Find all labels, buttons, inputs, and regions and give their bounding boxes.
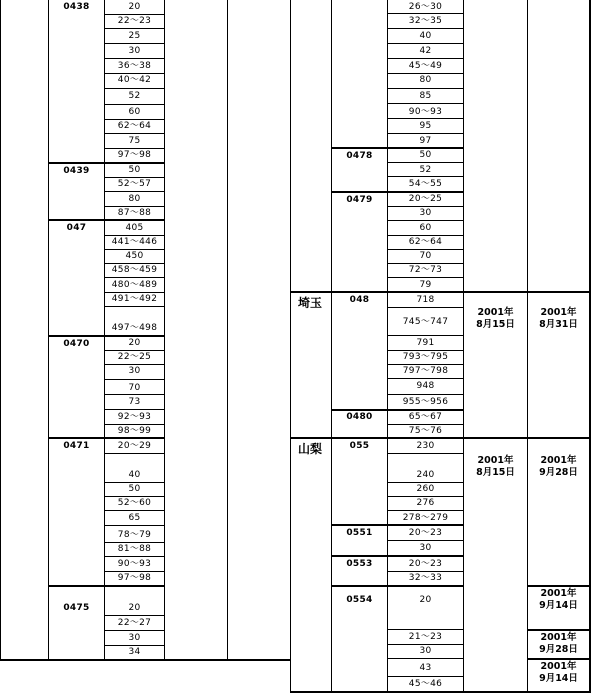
number-range: 62～64 [117, 121, 152, 131]
end-date [528, 661, 589, 685]
area-code: 0471 [63, 441, 90, 451]
date-day: 8月15日 [476, 467, 515, 478]
number-range: 90～93 [408, 107, 443, 117]
number-range: 22～25 [117, 352, 152, 362]
date-day: 9月14日 [539, 600, 578, 611]
number-range: 20～25 [408, 194, 443, 204]
number-range: 62～64 [408, 237, 443, 247]
date-day: 8月15日 [476, 319, 515, 330]
number-range: 45～49 [408, 61, 443, 71]
area-code: 0479 [346, 195, 373, 205]
number-range: 85 [419, 91, 432, 101]
number-range: 948 [416, 381, 435, 391]
date-year: 2001年 [477, 307, 514, 318]
number-range: 36～38 [117, 61, 152, 71]
start-date [464, 307, 527, 331]
number-range: 497～498 [111, 323, 158, 333]
date-year: 2001年 [540, 632, 577, 643]
date-year: 2001年 [477, 455, 514, 466]
number-range: 20 [128, 603, 141, 613]
area-code: 0439 [63, 166, 90, 176]
number-range: 26～30 [408, 2, 443, 12]
number-range: 20～23 [408, 559, 443, 569]
number-range: 22～27 [117, 618, 152, 628]
number-range: 278～279 [402, 513, 449, 523]
number-range: 20 [128, 338, 141, 348]
number-range: 791 [416, 338, 435, 348]
number-range: 22～23 [117, 16, 152, 26]
number-range: 745～747 [402, 317, 449, 327]
end-date [528, 307, 589, 331]
number-range: 52～60 [117, 498, 152, 508]
number-range: 32～35 [408, 16, 443, 26]
area-code: 0475 [63, 603, 90, 613]
number-range: 480～489 [111, 280, 158, 290]
prefecture-name: 山梨 [298, 442, 323, 456]
number-range: 441～446 [111, 237, 158, 247]
number-range: 79 [419, 280, 432, 290]
number-range: 60 [419, 223, 432, 233]
number-range: 75～76 [408, 426, 443, 436]
number-range: 260 [416, 484, 435, 494]
number-range: 43 [419, 663, 432, 673]
date-day: 9月28日 [539, 467, 578, 478]
number-range: 34 [128, 647, 141, 657]
number-range: 30 [419, 543, 432, 553]
number-range: 95 [419, 121, 432, 131]
area-code: 0480 [346, 412, 373, 422]
area-code: 0478 [346, 151, 373, 161]
number-range: 45～46 [408, 679, 443, 689]
end-date [528, 588, 589, 612]
date-year: 2001年 [540, 307, 577, 318]
number-range: 450 [125, 251, 144, 261]
number-range: 52 [128, 91, 141, 101]
number-range: 81～88 [117, 544, 152, 554]
number-range: 30 [128, 633, 141, 643]
area-code: 0470 [63, 339, 90, 349]
number-range: 78～79 [117, 530, 152, 540]
number-range: 230 [416, 441, 435, 451]
number-range: 52 [419, 165, 432, 175]
number-range: 97～98 [117, 150, 152, 160]
number-range: 20～29 [117, 441, 152, 451]
number-range: 50 [419, 150, 432, 160]
number-range: 797～798 [402, 366, 449, 376]
number-range: 25 [128, 31, 141, 41]
number-range: 97～98 [117, 573, 152, 583]
number-range: 60 [128, 107, 141, 117]
number-range: 405 [125, 223, 144, 233]
number-range: 718 [416, 295, 435, 305]
area-code: 0551 [346, 528, 373, 538]
area-code: 047 [66, 223, 87, 233]
number-range: 70 [128, 383, 141, 393]
date-day: 8月31日 [539, 319, 578, 330]
number-range: 491～492 [111, 294, 158, 304]
number-range: 90～93 [117, 559, 152, 569]
area-code: 048 [349, 295, 370, 305]
number-range: 80 [128, 194, 141, 204]
number-range: 54～55 [408, 179, 443, 189]
number-range: 793～795 [402, 352, 449, 362]
number-range: 20～23 [408, 528, 443, 538]
number-range: 92～93 [117, 412, 152, 422]
number-range: 97 [419, 136, 432, 146]
date-day: 9月14日 [539, 673, 578, 684]
number-range: 42 [419, 46, 432, 56]
number-range: 50 [128, 165, 141, 175]
number-range: 75 [128, 136, 141, 146]
date-year: 2001年 [540, 661, 577, 672]
number-range: 276 [416, 498, 435, 508]
number-range: 70 [419, 251, 432, 261]
number-range: 30 [419, 646, 432, 656]
number-range: 40 [128, 470, 141, 480]
number-range: 65 [128, 513, 141, 523]
number-range: 98～99 [117, 426, 152, 436]
date-year: 2001年 [540, 588, 577, 599]
number-range: 20 [128, 2, 141, 12]
prefecture-name: 埼玉 [298, 296, 323, 310]
number-range: 21～23 [408, 632, 443, 642]
number-range: 52～57 [117, 179, 152, 189]
number-range: 87～88 [117, 208, 152, 218]
number-range: 32～33 [408, 573, 443, 583]
end-date [528, 632, 589, 656]
number-range: 30 [128, 366, 141, 376]
number-range: 240 [416, 470, 435, 480]
date-day: 9月28日 [539, 644, 578, 655]
area-code: 0553 [346, 559, 373, 569]
number-range: 40 [419, 31, 432, 41]
area-code: 0438 [63, 2, 90, 12]
area-code: 055 [349, 441, 370, 451]
number-range: 955～956 [402, 397, 449, 407]
number-range: 50 [128, 484, 141, 494]
number-range: 30 [128, 46, 141, 56]
number-range: 73 [128, 397, 141, 407]
number-range: 80 [419, 75, 432, 85]
area-code: 0554 [346, 595, 373, 605]
number-range: 72～73 [408, 265, 443, 275]
number-range: 30 [419, 208, 432, 218]
number-range: 20 [419, 595, 432, 605]
number-range: 458～459 [111, 265, 158, 275]
number-range: 65～67 [408, 412, 443, 422]
number-range: 40～42 [117, 75, 152, 85]
date-year: 2001年 [540, 455, 577, 466]
end-date [528, 455, 589, 479]
start-date [464, 455, 527, 479]
